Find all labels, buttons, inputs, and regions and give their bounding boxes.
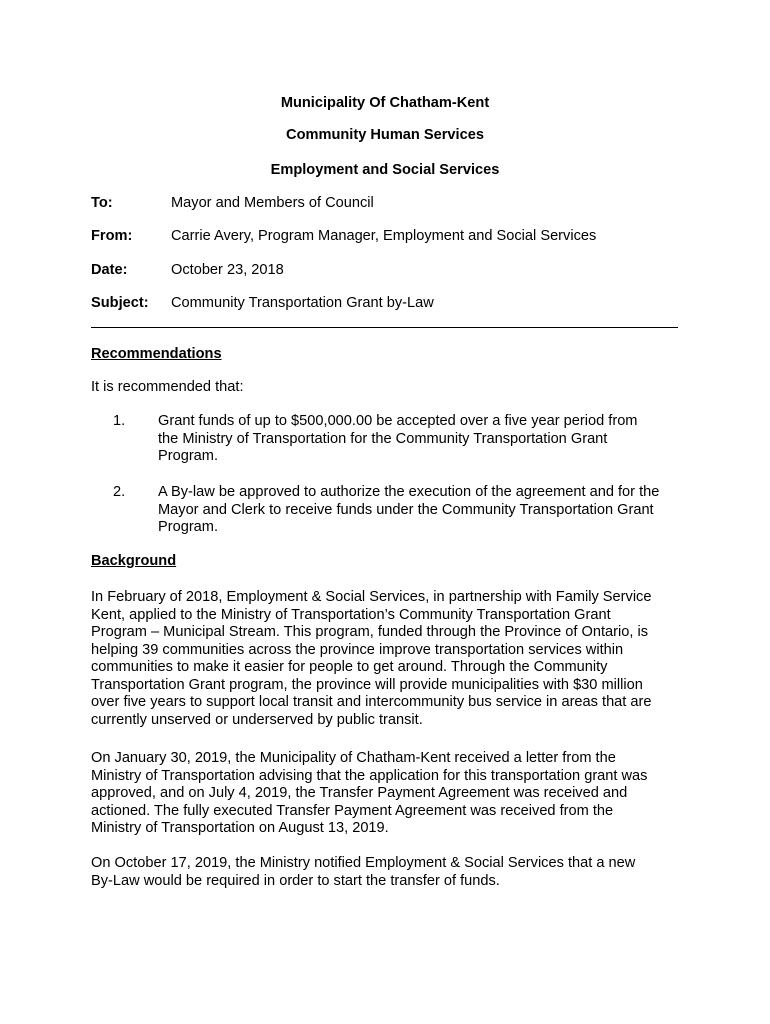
- text-line: A By-law be approved to authorize the execution of the agreement and for the: [158, 484, 660, 500]
- municipality-title: Municipality Of Chatham-Kent: [280, 95, 490, 111]
- memo-date-value: October 23, 2018: [171, 262, 284, 278]
- memo-from-value: Carrie Avery, Program Manager, Employment and Social Services: [171, 228, 597, 244]
- text-line: On January 30, 2019, the Municipality of Chatham-Kent received a letter from the: [91, 750, 616, 766]
- background-paragraph: [91, 589, 681, 729]
- recommendation-text: [158, 484, 683, 537]
- recommendation-text: [158, 413, 683, 466]
- text-line: Ministry of Transportation on August 13, 2019.: [91, 820, 389, 836]
- background-heading: Background: [91, 553, 177, 569]
- memo-to-row: [91, 195, 691, 213]
- text-line: Program.: [158, 448, 219, 464]
- memo-date-label: Date:: [91, 262, 128, 278]
- department-title: Community Human Services: [286, 127, 484, 143]
- memo-subject-label: Subject:: [91, 295, 149, 311]
- memo-date-row: [91, 262, 691, 280]
- text-line: Transportation Grant program, the province will provide municipalities with $30 million: [91, 676, 643, 693]
- text-line: Mayor and Clerk to receive funds under the Community Transportation Grant: [158, 501, 654, 518]
- text-line: over five years to support local transit and intercommunity bus service in areas that are: [91, 694, 652, 710]
- text-line: Grant funds of up to $500,000.00 be accepted over a five year period from: [158, 413, 638, 429]
- recommendations-heading: Recommendations: [91, 346, 222, 362]
- memo-subject-row: [91, 295, 691, 313]
- text-line: the Ministry of Transportation for the Community Transportation Grant: [158, 430, 608, 447]
- memo-to-value: Mayor and Members of Council: [171, 195, 374, 211]
- text-line: currently unserved or underserved by public transit.: [91, 711, 423, 728]
- text-line: In February of 2018, Employment & Social Services, in partnership with Family Service: [91, 589, 652, 605]
- text-line: Kent, applied to the Ministry of Transportation’s Community Transportation Grant: [91, 606, 611, 623]
- text-line: approved, and on July 4, 2019, the Transfer Payment Agreement was received and: [91, 785, 628, 801]
- memo-from-label: From:: [91, 228, 133, 244]
- background-paragraph: [91, 855, 681, 890]
- memo-subject-value: Community Transportation Grant by-Law: [171, 295, 434, 311]
- recommendation-number: 1.: [113, 413, 126, 429]
- text-line: helping 39 communities across the province improve transportation services within: [91, 641, 624, 658]
- background-paragraph: [91, 750, 681, 838]
- division-title: Employment and Social Services: [270, 162, 500, 178]
- text-line: communities to make it easier for people to get around. Through the Community: [91, 659, 608, 675]
- text-line: On October 17, 2019, the Ministry notified Employment & Social Services that a new: [91, 855, 636, 871]
- recommendations-intro: It is recommended that:: [91, 379, 244, 395]
- memo-to-label: To:: [91, 195, 113, 211]
- text-line: By-Law would be required in order to start the transfer of funds.: [91, 872, 500, 889]
- text-line: Program – Municipal Stream. This program, funded through the Province of Ontario, is: [91, 624, 648, 640]
- memo-from-row: [91, 228, 691, 246]
- recommendation-number: 2.: [113, 484, 126, 500]
- text-line: Program.: [158, 519, 219, 535]
- text-line: actioned. The fully executed Transfer Payment Agreement was received from the: [91, 802, 614, 819]
- text-line: Ministry of Transportation advising that the application for this transportation grant was: [91, 767, 648, 784]
- header-divider: [91, 327, 678, 328]
